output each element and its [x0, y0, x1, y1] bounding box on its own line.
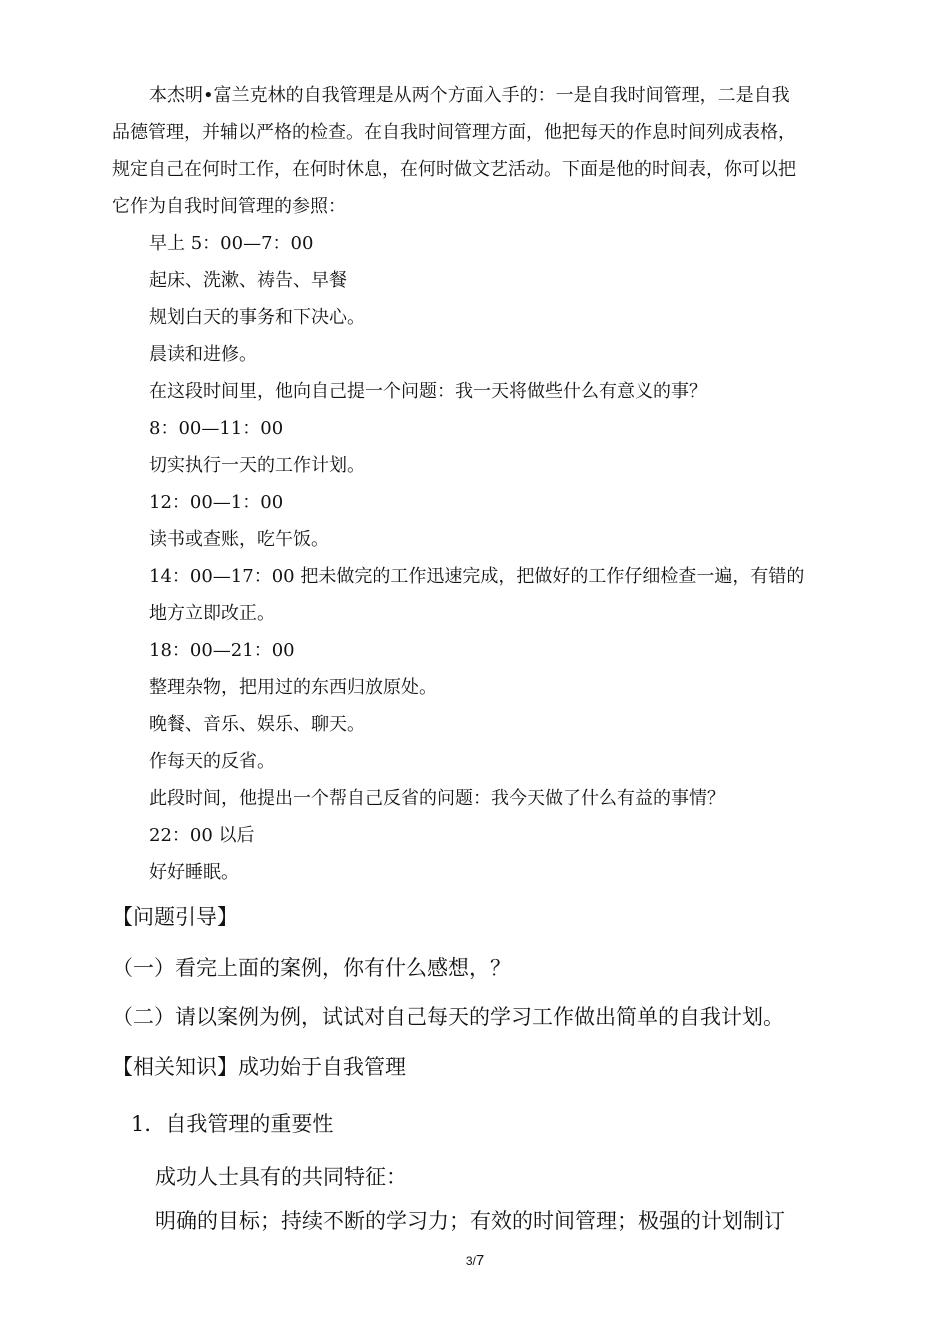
intro-line: 它作为自我时间管理的参照： — [112, 196, 346, 217]
schedule-line: 读书或查账，吃午饭。 — [149, 529, 329, 550]
schedule-line: 地方立即改正。 — [149, 603, 275, 624]
question-item: （一）看完上面的案例，你有什么感想，？ — [112, 956, 511, 980]
question-item: （二）请以案例为例，试试对自己每天的学习工作做出简单的自我计划。 — [112, 1005, 784, 1029]
schedule-line: 规划白天的事务和下决心。 — [149, 307, 365, 328]
section-title: 1．自我管理的重要性 — [131, 1112, 334, 1136]
section-line: 明确的目标；持续不断的学习力；有效的时间管理；极强的计划制订 — [155, 1209, 785, 1233]
schedule-line: 整理杂物，把用过的东西归放原处。 — [149, 677, 437, 698]
schedule-line: 8：00—11：00 — [149, 418, 284, 439]
schedule-line: 好好睡眠。 — [149, 862, 239, 883]
schedule-line: 晨读和进修。 — [149, 344, 257, 365]
schedule-line: 18：00—21：00 — [149, 640, 295, 661]
schedule-line: 在这段时间里，他向自己提一个问题：我一天将做些什么有意义的事？ — [149, 381, 707, 402]
page-number-current: 3/ — [465, 1254, 476, 1268]
guide-heading: 【问题引导】 — [112, 905, 238, 929]
schedule-line: 晚餐、音乐、娱乐、聊天。 — [149, 714, 365, 735]
intro-line: 品德管理，并辅以严格的检查。在自我时间管理方面，他把每天的作息时间列成表格， — [112, 122, 796, 143]
schedule-line: 切实执行一天的工作计划。 — [149, 455, 365, 476]
knowledge-heading: 【相关知识】成功始于自我管理 — [112, 1055, 406, 1079]
intro-line: 规定自己在何时工作，在何时休息，在何时做文艺活动。下面是他的时间表，你可以把 — [112, 159, 796, 180]
intro-line: 本杰明•富兰克林的自我管理是从两个方面入手的：一是自我时间管理，二是自我 — [149, 85, 790, 106]
schedule-line: 12：00—1：00 — [149, 492, 284, 513]
page-number-total: 7 — [475, 1252, 485, 1269]
section-line: 成功人士具有的共同特征： — [155, 1165, 407, 1189]
schedule-line: 早上 5：00—7：00 — [149, 233, 314, 254]
schedule-line: 起床、洗漱、祷告、早餐 — [149, 270, 347, 291]
schedule-line: 14：00—17：00 把未做完的工作迅速完成，把做好的工作仔细检查一遍，有错的 — [149, 566, 805, 587]
schedule-line: 22：00 以后 — [149, 825, 255, 846]
schedule-line: 作每天的反省。 — [149, 751, 275, 772]
schedule-line: 此段时间，他提出一个帮自己反省的问题：我今天做了什么有益的事情？ — [149, 788, 725, 809]
page-number — [0, 1252, 950, 1269]
